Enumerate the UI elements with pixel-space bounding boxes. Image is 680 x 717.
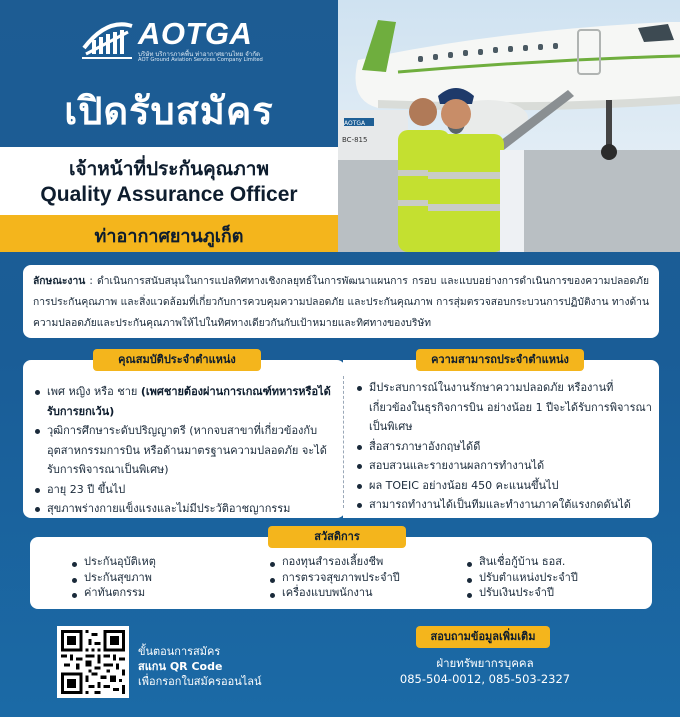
qualifications-list bbox=[33, 382, 333, 519]
list-item: ค่าทันตกรรม bbox=[70, 585, 156, 601]
qr-code-icon bbox=[61, 630, 125, 694]
abilities-heading: ความสามารถประจำตำแหน่ง bbox=[416, 349, 584, 371]
logo-wordmark: AOTGA bbox=[138, 16, 253, 51]
position-title-th: เจ้าหน้าที่ประกันคุณภาพ bbox=[68, 158, 270, 180]
job-description-label: ลักษณะงาน bbox=[33, 275, 86, 287]
vehicle-logo-text: AOTGA bbox=[344, 120, 366, 127]
list-item: เครื่องแบบพนักงาน bbox=[268, 585, 400, 601]
contact-phones[interactable]: 085-504-0012, 085-503-2327 bbox=[399, 672, 571, 686]
hero-photo bbox=[338, 0, 680, 252]
list-item: การตรวจสุขภาพประจำปี bbox=[268, 570, 400, 586]
benefits-heading: สวัสดิการ bbox=[268, 526, 406, 548]
benefits-column-2 bbox=[268, 554, 400, 601]
list-item: ปรับเงินประจำปี bbox=[465, 585, 578, 601]
logo-subtitle-th: บริษัท บริการภาคพื้น ท่าอากาศยานไทย จำกัด bbox=[138, 51, 261, 58]
aotga-logo-mark bbox=[78, 14, 136, 62]
list-item: อายุ 23 ปี ขึ้นไป bbox=[33, 480, 333, 500]
list-item: ปรับตำแหน่งประจำปี bbox=[465, 570, 578, 586]
position-title-en: Quality Assurance Officer bbox=[40, 183, 298, 206]
apply-step-label: ขั้นตอนการสมัคร bbox=[138, 645, 221, 658]
list-item: ประกันสุขภาพ bbox=[70, 570, 156, 586]
hero-section bbox=[0, 0, 338, 252]
company-logo bbox=[78, 14, 278, 66]
list-item: สินเชื่อกู้บ้าน ธอส. bbox=[465, 554, 578, 570]
contact-info bbox=[380, 655, 590, 687]
list-item: เพศ หญิง หรือ ชาย (เพศชายต้องผ่านการเกณฑ์ทหารหรือได้รับการยกเว้น) bbox=[33, 382, 333, 421]
panel-divider bbox=[343, 376, 344, 508]
list-item: สุขภาพร่างกายแข็งแรงและไม่มีประวัติอาชญากรรม bbox=[33, 499, 333, 519]
logo-subtitle-en: AOT Ground Aviation Services Company Limited bbox=[138, 57, 263, 63]
qr-code[interactable] bbox=[57, 626, 129, 698]
benefits-column-3 bbox=[465, 554, 578, 601]
job-description bbox=[23, 265, 659, 338]
job-description-text: : ดำเนินการสนับสนุนในการแปลทิศทางเชิงกลยุทธ์ในการพัฒนาแผนการ กรอบ และแบบอย่างการดำเนินการของความปลอดภัย การประกันคุณภาพ และสิ่งแวดล้อมที่เกี่ยวกับการควบคุมความปลอดภัย และประกันคุณภาพ การสุ่มตรวจสอบกระบวนการปฏิบัติงาน ทางด้านความปลอดภัยและประกันคุณภาพให้ไปในทิศทางเดียวกันกับเป้าหมายและทิศทางของบริษัท bbox=[33, 275, 649, 329]
apply-online-label: เพื่อกรอกใบสมัครออนไลน์ bbox=[138, 675, 262, 688]
list-item: สื่อสารภาษาอังกฤษได้ดี bbox=[355, 437, 655, 457]
abilities-list bbox=[355, 378, 655, 515]
benefits-column-1 bbox=[70, 554, 156, 601]
list-item: วุฒิการศึกษาระดับปริญญาตรี (หากจบสาขาที่เกี่ยวข้องกับ อุตสาหกรรมการบิน หรือด้านมาตรฐานความปลอดภัย จะได้รับการพิจารณาเป็นพิเศษ) bbox=[33, 421, 333, 480]
list-item: กองทุนสำรองเลี้ยงชีพ bbox=[268, 554, 400, 570]
location-label: ท่าอากาศยานภูเก็ต bbox=[94, 226, 244, 247]
contact-heading: สอบถามข้อมูลเพิ่มเติม bbox=[416, 626, 550, 648]
location-banner bbox=[0, 215, 338, 252]
list-item: ประกันอุบัติเหตุ bbox=[70, 554, 156, 570]
headline: เปิดรับสมัคร bbox=[64, 89, 274, 133]
vehicle-code-text: BC-815 bbox=[342, 136, 368, 144]
contact-department: ฝ่ายทรัพยากรบุคคล bbox=[436, 656, 534, 670]
list-item: ผล TOEIC อย่างน้อย 450 คะแนนขึ้นไป bbox=[355, 476, 655, 496]
list-item: สอบสวนและรายงานผลการทำงานได้ bbox=[355, 456, 655, 476]
list-item: มีประสบการณ์ในงานรักษาความปลอดภัย หรืองานที่เกี่ยวข้องในธุรกิจการบิน อย่างน้อย 1 ปีจะได้รับการพิจารณาเป็นพิเศษ bbox=[355, 378, 655, 437]
apply-instructions bbox=[138, 644, 262, 689]
position-title-box bbox=[0, 147, 338, 215]
qualifications-heading: คุณสมบัติประจำตำแหน่ง bbox=[93, 349, 261, 371]
apply-scan-label: สแกน QR Code bbox=[138, 660, 223, 673]
list-item: สามารถทำงานได้เป็นทีมและทำงานภาคใต้แรงกดดันได้ bbox=[355, 495, 655, 515]
airport-scene-illustration bbox=[338, 0, 680, 252]
